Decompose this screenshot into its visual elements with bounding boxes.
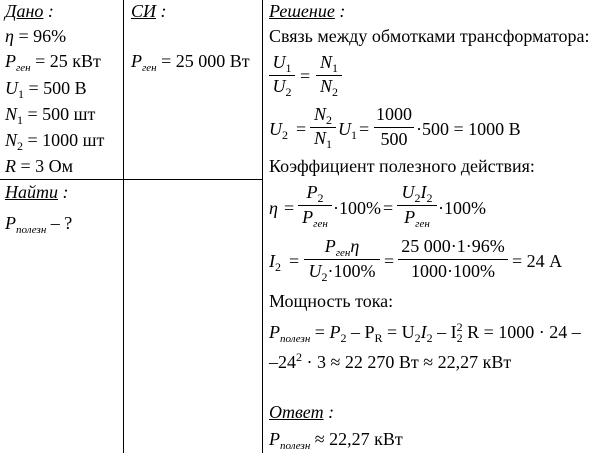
divider-si-solution bbox=[262, 0, 263, 453]
divider-given-si bbox=[123, 0, 124, 453]
eta-symbol: η bbox=[269, 198, 278, 218]
u2-result: ·500 = 1000 В bbox=[416, 119, 521, 139]
fraction-p2-pgen: $P_2$ $P_{ген}$ bbox=[298, 183, 332, 229]
given-heading: Дано : bbox=[5, 1, 54, 21]
fraction-n2-n1: $N_2$ $N_1$ bbox=[310, 105, 336, 149]
equals-sign: = bbox=[284, 198, 295, 218]
solution-line-efficiency: Коэффициент полезного действия: bbox=[269, 156, 535, 176]
solution-line-power: Мощность тока: bbox=[269, 291, 394, 311]
equals-sign: = bbox=[384, 251, 395, 271]
given-r: R = 3 Ом bbox=[5, 156, 74, 176]
fraction-u2i2-pgen: $U_2I_2$ $P_{ген}$ bbox=[397, 183, 437, 229]
equals-sign: = bbox=[300, 66, 311, 86]
equals-sign: = bbox=[296, 119, 307, 139]
answer-heading: Ответ : bbox=[269, 402, 335, 422]
fraction-u1-u2: $U_1$ $U_2$ bbox=[269, 53, 295, 97]
fraction-numeric: 25 000·1·96% 1000·100% bbox=[398, 237, 508, 283]
solution-line-transformer: Связь между обмотками трансформатора: bbox=[269, 26, 590, 46]
find-target: $P_{полезн}$ – ? bbox=[5, 213, 73, 236]
i2-symbol: $I_2$ bbox=[269, 251, 281, 274]
equals-sign: = bbox=[359, 119, 370, 139]
si-power: $P_{ген} = 25$ 000 Вт bbox=[131, 51, 250, 74]
given-power: $P_{ген} = 25$ кВт bbox=[5, 51, 101, 74]
equals-sign: = bbox=[289, 251, 300, 271]
power-equation-continuation: $-24^2 \cdot 3 \approx 22$ 270 Вт ≈ 22,27 кВт bbox=[269, 350, 512, 372]
given-eta: η = 96% bbox=[5, 26, 67, 46]
given-u1: $U_1 = 500$ В bbox=[5, 78, 87, 101]
times-100-percent: ·100% bbox=[333, 198, 381, 218]
divider-given-find bbox=[0, 179, 263, 180]
si-heading: СИ : bbox=[131, 1, 167, 21]
find-heading: Найти : bbox=[5, 182, 69, 202]
solution-heading: Решение : bbox=[269, 1, 346, 21]
u1-symbol: $U_1$ bbox=[338, 119, 357, 142]
power-equation: $P_{полезн} = P_2 - P_R = U_2I_2 - I_2^2$ R = 1000 · 24 – bbox=[269, 320, 581, 345]
fraction-n1-n2: $N_1$ $N_2$ bbox=[316, 53, 342, 97]
times-100-percent: ·100% bbox=[438, 198, 486, 218]
fraction-pgen-eta: $P_{ген}\eta$ $U_2\cdot 100\%$ bbox=[304, 237, 380, 283]
i2-result: = 24 А bbox=[512, 251, 563, 271]
answer-value: $P_{полезн} \approx 22,27$ кВт bbox=[269, 429, 403, 452]
fraction-1000-500: 1000 500 bbox=[376, 104, 412, 149]
u2-symbol: $U_2$ bbox=[269, 119, 288, 142]
given-n2: $N_2 = 1000$ шт bbox=[5, 130, 105, 153]
equals-sign: = bbox=[383, 198, 394, 218]
given-n1: $N_1 = 500$ шт bbox=[5, 104, 96, 127]
